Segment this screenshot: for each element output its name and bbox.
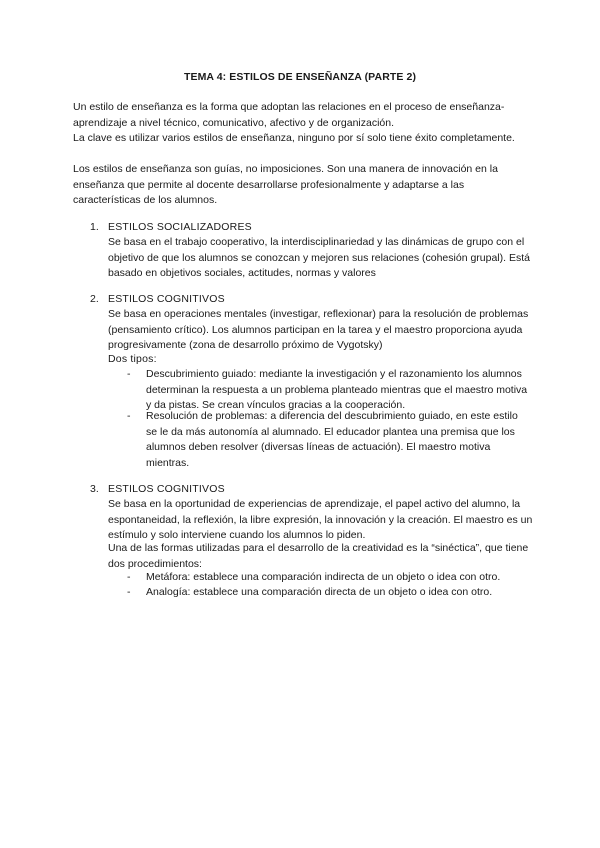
section-1-heading: ESTILOS SOCIALIZADORES xyxy=(108,221,252,233)
section-2-heading: ESTILOS COGNITIVOS xyxy=(108,293,225,305)
bullet-marker: - xyxy=(127,410,131,422)
bullet-marker: - xyxy=(127,571,131,583)
section-2-bullet-1: Descubrimiento guiado: mediante la investigación y el razonamiento los alumnos determinan la respuesta a un problema planteado mientras que el maestro motiva y da pistas. Se crean vínculos gracias a la cooperación. xyxy=(146,368,528,411)
section-1-body: Se basa en el trabajo cooperativo, la interdisciplinariedad y las dinámicas de grupo con el objetivo de que los alumnos se conozcan y mejoren sus relaciones (cohesión grupal). Está basado en objetivos sociales, actitudes, normas y valores xyxy=(108,236,530,279)
intro-paragraph-1: Un estilo de enseñanza es la forma que adoptan las relaciones en el proceso de enseñanza-aprendizaje a nivel técnico, comunicativo, afectivo y de organización. xyxy=(73,101,505,129)
section-2-number: 2. xyxy=(90,293,99,305)
section-2-bullet-2: Resolución de problemas: a diferencia del descubrimiento guiado, en este estilo se le da más autonomía al alumnado. El educador plantea una premisa que los alumnos deben resolver (diversas líneas de actuación). El maestro motiva mientras. xyxy=(146,410,518,469)
section-3-bullet-2: Analogía: establece una comparación directa de un objeto o idea con otro. xyxy=(146,586,493,598)
intro-paragraph-3: Los estilos de enseñanza son guías, no imposiciones. Son una manera de innovación en la enseñanza que permite al docente desarrollarse profesionalmente y adaptarse a las características de los alumnos. xyxy=(73,163,498,206)
section-2-subheading: Dos tipos: xyxy=(108,353,157,365)
intro-paragraph-2: La clave es utilizar varios estilos de enseñanza, ninguno por sí solo tiene éxito completamente. xyxy=(73,132,515,144)
section-3-bullet-1: Metáfora: establece una comparación indirecta de un objeto o idea con otro. xyxy=(146,571,501,583)
bullet-marker: - xyxy=(127,586,131,598)
section-3-heading: ESTILOS COGNITIVOS xyxy=(108,483,225,495)
section-3-number: 3. xyxy=(90,483,99,495)
section-3-body-2: Una de las formas utilizadas para el desarrollo de la creatividad es la “sinéctica”, que tiene dos procedimientos: xyxy=(108,542,529,570)
section-1-number: 1. xyxy=(90,221,99,233)
document-title: TEMA 4: ESTILOS DE ENSEÑANZA (PARTE 2) xyxy=(183,71,417,83)
section-2-body: Se basa en operaciones mentales (investigar, reflexionar) para la resolución de problemas (pensamiento crítico). Los alumnos participan en la tarea y el maestro proporciona ayuda progresivamente (zona de desarrollo próximo de Vygotsky) xyxy=(108,308,529,351)
bullet-marker: - xyxy=(127,368,131,380)
section-3-body: Se basa en la oportunidad de experiencias de aprendizaje, el papel activo del alumno, la espontaneidad, la reflexión, la libre expresión, la innovación y la creación. El maestro es un estímulo y solo interviene cuando los alumnos lo piden. xyxy=(108,498,533,541)
